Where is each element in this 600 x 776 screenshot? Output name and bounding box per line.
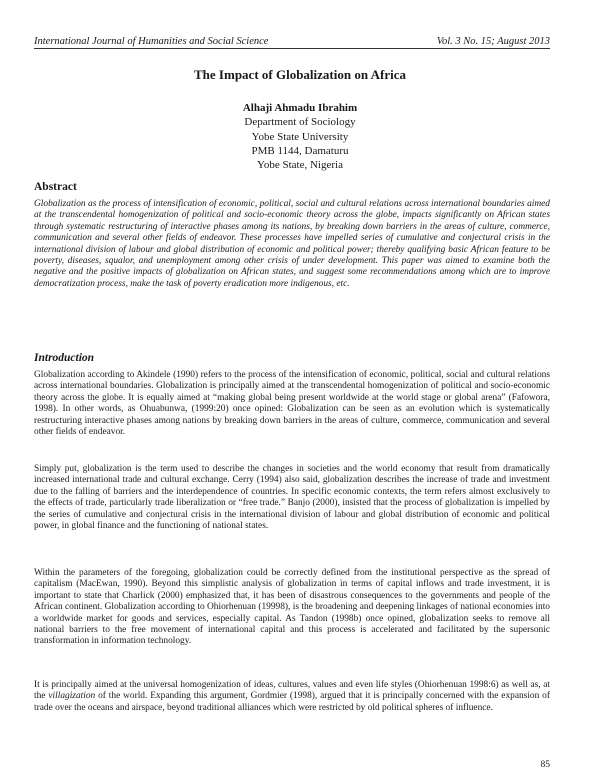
intro-paragraph-4 [34,680,550,714]
paragraph-4-text-end: of the world. Expanding this argument, Gordmier (1998), argued that it is principally concerned with the expansion of trade over the oceans and airspace, beyond traditional alliances which were restricted by old political spheres of influence. [34,691,550,713]
paragraph-4-text-start: It is principally aimed at the universal homogenization of ideas, cultures, values and even life styles (Ohiorhenuan 1998:6) as well as, at the [34,680,550,702]
intro-paragraph-3: Within the parameters of the foregoing, globalization could be correctly defined from the institutional perspective as the spread of capitalism (MacEwan, 1990). Beyond this simplistic analysis of globalization in terms of capital inflows and trade investment, it is important to state that Charlick (2000) emphasized that, it has been of disastrous consequences to the governments and people of the African continent. Globalization according to Ohiorhenuan (19998), is the broadening and deepening linkages of national economies into a worldwide market for goods and services, especially capital. As Tandon (1998b) once opined, globalization seeks to remove all national barriers to the free movement of international capital and this process is accelerated and facilitated by the supersonic transformation in information technology. [34,568,550,647]
abstract-text: Globalization as the process of intensification of economic, political, social and cultural relations across international boundaries aimed at the transcendental homogenization of political and socio-economic theory across the globe, impacts significantly on African states through systematic restructuring of interactive phases among its nations, by breaking down barriers in the areas of culture, commerce, communication and several other fields of endeavor. These processes have impelled series of cumulative and conjectural crisis in the international division of labour and global distribution of economic and political power; thereby qualifying basic African feature to be poverty, diseases, squalor, and unemployment among other crisis of under development. This paper was aimed to examine both the negative and the positive impacts of globalization on African states, and suggest some recommendations among which are to improve democratization process, make the task of poverty eradication more indigenous, etc. [34,199,550,289]
intro-paragraph-1: Globalization according to Akindele (1990) refers to the process of the intensification of economic, political, social and cultural relations across international boundaries. Globalization is principally aimed at the transcendental homogenization of political and socio-economic theory across the globe. It is equally aimed at “making global being present worldwide at the world stage or global arena” (Fafowora, 1998). In other words, as Ohuabunwa, (1999:20) once opined: Globalization can be seen as an evolution which is systematically restructuring interactive phases among nations by breaking down barriers in the areas of culture, commerce, communication and several other fields of endeavor. [34,370,550,438]
introduction-heading: Introduction [34,352,95,364]
journal-name: International Journal of Humanities and Social Science [34,36,269,47]
intro-paragraph-2: Simply put, globalization is the term used to describe the changes in societies and the world economy that result from dramatically increased international trade and cultural exchange. Cerry (1994) also said, globalization describes the increase of trade and investment due to the falling of barriers and the interdependence of countries. In specific economic contexts, the term refers almost exclusively to the effects of trade, particularly trade liberalization or “free trade.” Banjo (2000), insisted that the process of globalization is impelled by the series of cumulative and conjectural crisis in the international division of labour and global distribution of economic and political power, in global finance and the functioning of national states. [34,464,550,532]
paper-title: The Impact of Globalization on Africa [194,67,406,82]
author-department: Department of Sociology [244,116,356,129]
author-location: Yobe State, Nigeria [257,159,343,172]
issue-info: Vol. 3 No. 15; August 2013 [436,36,550,47]
villagization-term: villagization [48,691,96,702]
author-address: PMB 1144, Damaturu [251,144,349,157]
page-number: 85 [540,760,550,770]
abstract-heading: Abstract [34,181,77,193]
author-block [0,101,600,172]
running-header [34,36,550,49]
author-name: Alhaji Ahmadu Ibrahim [242,102,358,114]
author-university: Yobe State University [251,130,349,143]
